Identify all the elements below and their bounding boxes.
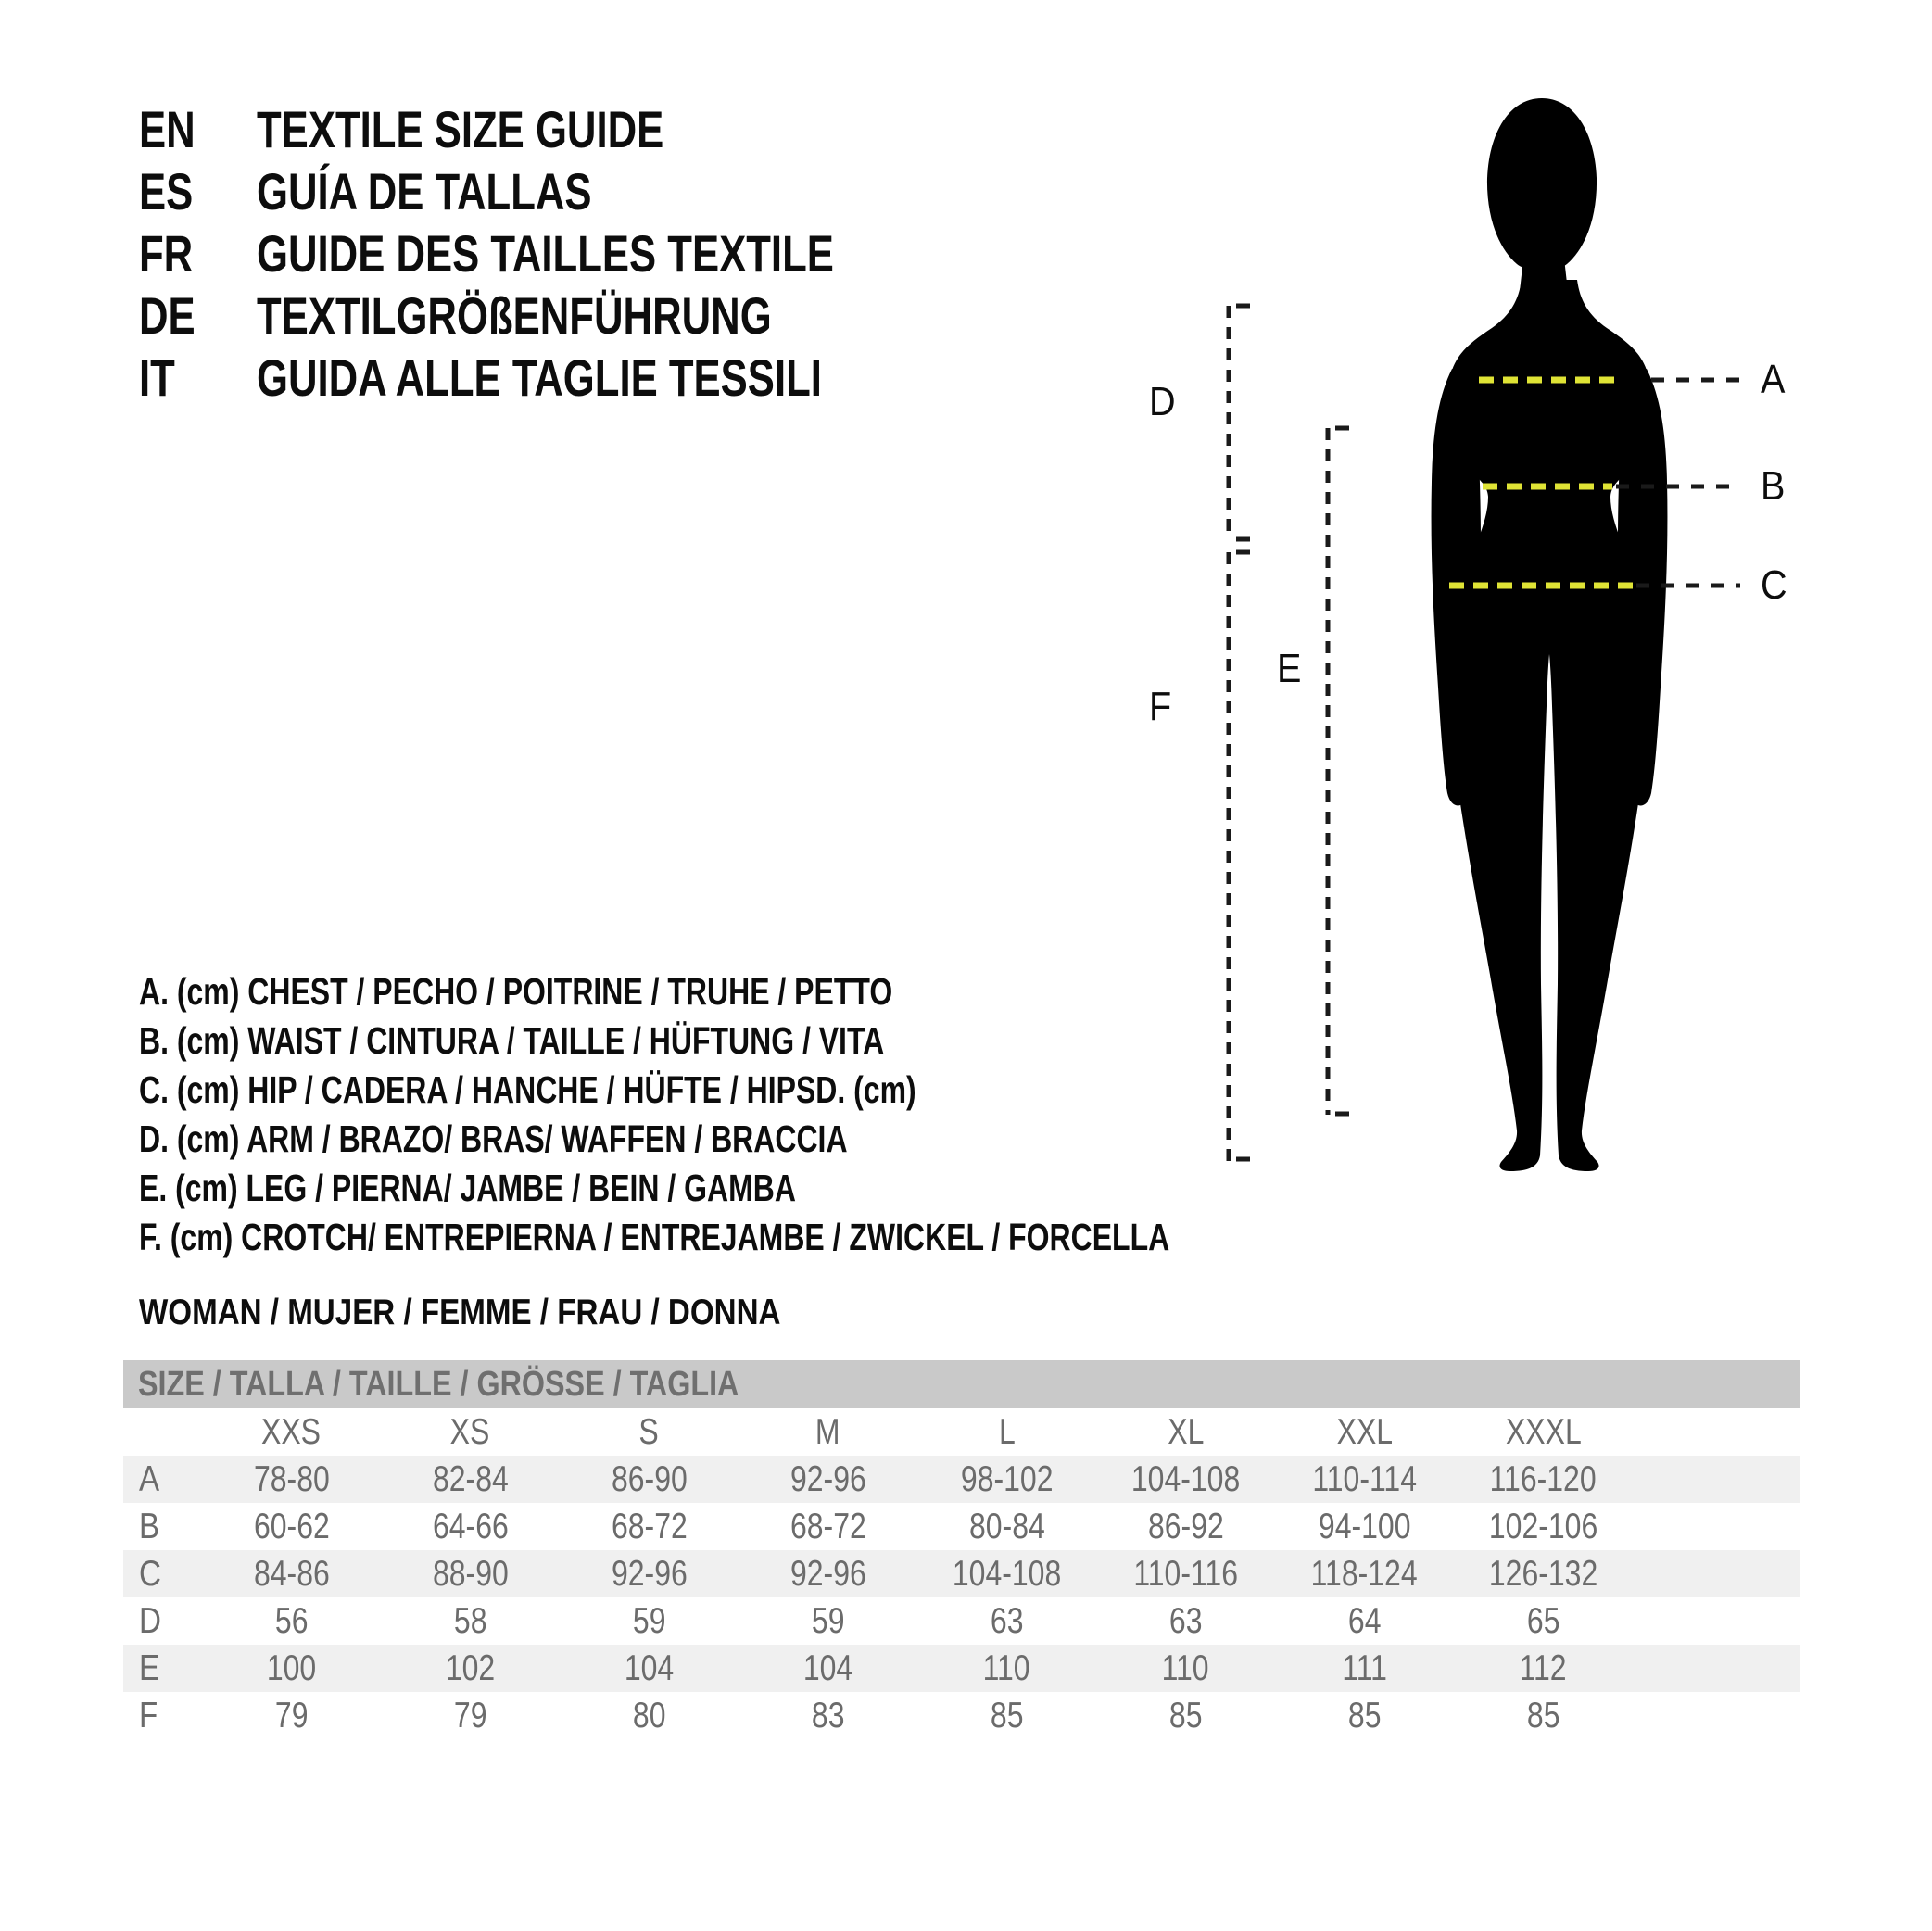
table-cell: 79	[453, 1695, 487, 1735]
table-cell: 84-86	[253, 1553, 330, 1594]
table-row-f	[123, 1692, 1800, 1739]
size-table-banner-text: SIZE / TALLA / TAILLE / GRÖSSE / TAGLIA	[138, 1364, 739, 1404]
language-title: TEXTILE SIZE GUIDE	[257, 100, 664, 158]
table-cell: 59	[632, 1600, 666, 1641]
row-label: A	[139, 1458, 160, 1499]
table-cell: 100	[266, 1647, 317, 1688]
table-cell: 110	[1162, 1647, 1209, 1688]
table-cell: 104-108	[952, 1553, 1062, 1594]
table-cell: 98-102	[960, 1458, 1054, 1499]
column-header-l: L	[998, 1411, 1016, 1452]
arm-label: D	[1149, 379, 1176, 424]
table-cell: 86-92	[1147, 1506, 1224, 1546]
table-cell: 88-90	[432, 1553, 509, 1594]
woman-silhouette-head	[1487, 98, 1597, 271]
woman-silhouette-body	[1445, 280, 1654, 1171]
table-cell: 102	[445, 1647, 496, 1688]
table-cell: 104	[624, 1647, 675, 1688]
table-cell: 60-62	[253, 1506, 330, 1546]
table-cell: 110-116	[1133, 1553, 1238, 1594]
table-cell: 92-96	[789, 1458, 866, 1499]
language-code: DE	[139, 286, 196, 345]
column-header-s: S	[638, 1411, 660, 1452]
legend-line-leg: E. (cm) LEG / PIERNA/ JAMBE / BEIN / GAMBA	[139, 1167, 796, 1209]
audience-line: WOMAN / MUJER / FEMME / FRAU / DONNA	[139, 1293, 781, 1332]
table-cell: 83	[811, 1695, 845, 1735]
crotch-label: F	[1149, 684, 1172, 729]
legend-line-crotch: F. (cm) CROTCH/ ENTREPIERNA / ENTREJAMBE / ZWICKEL / FORCELLA	[139, 1216, 1170, 1258]
table-cell: 68-72	[789, 1506, 866, 1546]
column-header-xxl: XXL	[1336, 1411, 1393, 1452]
table-cell: 104-108	[1130, 1458, 1241, 1499]
legend-line-hip: C. (cm) HIP / CADERA / HANCHE / HÜFTE / HIPSD. (cm)	[139, 1068, 916, 1111]
table-cell: 79	[274, 1695, 309, 1735]
hip-label: C	[1761, 562, 1787, 608]
table-cell: 112	[1520, 1647, 1567, 1688]
table-cell: 104	[802, 1647, 853, 1688]
table-cell: 59	[811, 1600, 845, 1641]
table-cell: 111	[1342, 1647, 1387, 1688]
table-cell: 116-120	[1489, 1458, 1597, 1499]
table-row-b	[123, 1503, 1800, 1550]
column-header-xxs: XXS	[261, 1411, 322, 1452]
column-header-xs: XS	[450, 1411, 490, 1452]
leg-label: E	[1277, 646, 1302, 691]
table-cell: 102-106	[1488, 1506, 1598, 1546]
waist-label: B	[1761, 463, 1786, 509]
column-header-xl: XL	[1167, 1411, 1205, 1452]
language-title: TEXTILGRÖßENFÜHRUNG	[257, 286, 772, 345]
row-label: C	[139, 1553, 161, 1594]
table-cell: 80-84	[968, 1506, 1045, 1546]
table-cell: 126-132	[1488, 1553, 1598, 1594]
language-code: FR	[139, 224, 194, 283]
table-cell: 56	[274, 1600, 309, 1641]
row-label: B	[139, 1506, 160, 1546]
table-cell: 118-124	[1310, 1553, 1418, 1594]
table-cell: 58	[453, 1600, 487, 1641]
table-cell: 64-66	[432, 1506, 509, 1546]
language-title: GUIDE DES TAILLES TEXTILE	[257, 224, 834, 283]
table-cell: 68-72	[611, 1506, 688, 1546]
chest-label: A	[1761, 357, 1786, 402]
table-cell: 86-90	[611, 1458, 688, 1499]
table-row-e	[123, 1645, 1800, 1692]
row-label: E	[139, 1647, 160, 1688]
language-title: GUIDA ALLE TAGLIE TESSILI	[257, 348, 822, 407]
language-code: EN	[139, 100, 196, 158]
column-header-xxxl: XXXL	[1505, 1411, 1582, 1452]
language-code: IT	[139, 348, 175, 407]
table-cell: 92-96	[611, 1553, 688, 1594]
row-label: F	[139, 1695, 158, 1735]
table-cell: 110	[983, 1647, 1030, 1688]
table-cell: 85	[990, 1695, 1024, 1735]
woman-silhouette-left-arm	[1432, 369, 1481, 806]
table-row-c	[123, 1550, 1800, 1597]
table-cell: 80	[632, 1695, 666, 1735]
language-code: ES	[139, 162, 194, 221]
table-cell: 64	[1347, 1600, 1382, 1641]
row-label: D	[139, 1600, 161, 1641]
table-cell: 110-114	[1312, 1458, 1417, 1499]
table-cell: 82-84	[432, 1458, 509, 1499]
column-header-m: M	[815, 1411, 840, 1452]
legend-line-arm: D. (cm) ARM / BRAZO/ BRAS/ WAFFEN / BRACCIA	[139, 1117, 848, 1160]
table-cell: 78-80	[253, 1458, 330, 1499]
table-cell: 94-100	[1318, 1506, 1411, 1546]
legend-line-chest: A. (cm) CHEST / PECHO / POITRINE / TRUHE / PETTO	[139, 970, 893, 1013]
size-table-header-row	[123, 1408, 1800, 1456]
table-cell: 92-96	[789, 1553, 866, 1594]
woman-silhouette-right-arm	[1618, 369, 1667, 806]
measurement-legend	[139, 971, 1460, 1266]
table-cell: 85	[1526, 1695, 1560, 1735]
language-title: GUÍA DE TALLAS	[257, 162, 592, 221]
table-cell: 85	[1168, 1695, 1203, 1735]
table-row-a	[123, 1456, 1800, 1503]
table-cell: 63	[1168, 1600, 1203, 1641]
table-cell: 65	[1526, 1600, 1560, 1641]
table-cell: 85	[1347, 1695, 1382, 1735]
size-table	[123, 1360, 1800, 1739]
size-table-banner	[123, 1360, 1800, 1408]
woman-silhouette-neck	[1518, 250, 1570, 308]
table-cell: 63	[990, 1600, 1024, 1641]
table-row-d	[123, 1597, 1800, 1645]
legend-line-waist: B. (cm) WAIST / CINTURA / TAILLE / HÜFTUNG / VITA	[139, 1019, 885, 1062]
